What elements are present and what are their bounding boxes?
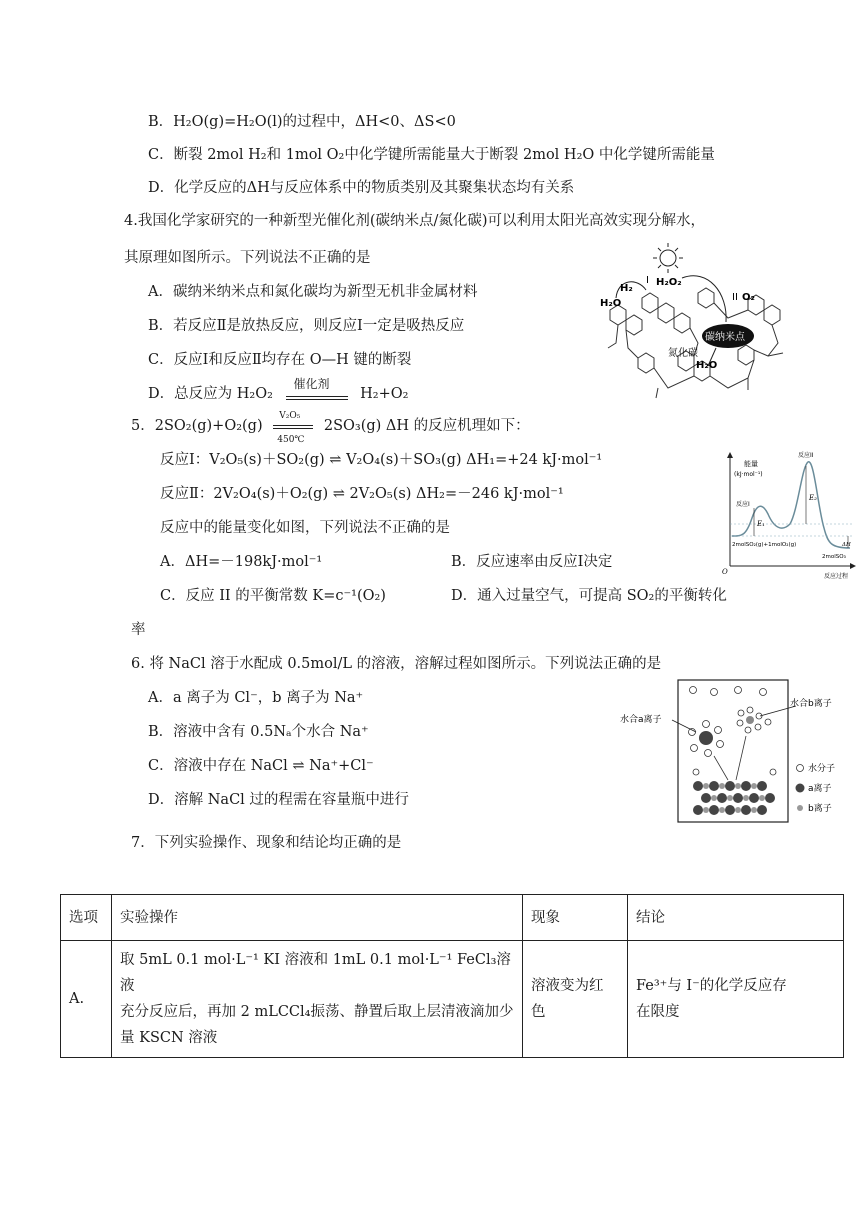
water-molecules <box>690 687 777 776</box>
hydrated-b-label: 水合b离子 <box>790 699 832 709</box>
row-a-operation-line1: 取 5mL 0.1 mol·L⁻¹ KI 溶液和 1mL 0.1 mol·L⁻¹ FeCl₃溶液 <box>120 952 511 994</box>
row-a-conclusion-line1: Fe³⁺与 I⁻的化学反应存 <box>636 978 787 994</box>
q5-option-a: A．ΔH=－198kJ·mol⁻¹ <box>160 554 323 570</box>
y-label-energy: 能量 <box>744 460 758 468</box>
q5-catalyst-top: V₂O₅ <box>279 411 301 421</box>
q6-option-b: B．溶液中含有 0.5Nₐ个水合 Na⁺ <box>148 724 369 740</box>
q6-option-d: D．溶解 NaCl 过的程需在容量瓶中进行 <box>148 792 409 808</box>
q4-option-d-reactant: D．总反应为 H₂O₂ <box>148 386 273 402</box>
q6-dissolution-figure <box>618 676 848 826</box>
q4-catalyst-label: 催化剂 <box>293 377 330 391</box>
q5-reactants: 5．2SO₂(g)+O₂(g) <box>131 418 263 434</box>
y-label-unit: (kJ·mol⁻¹) <box>734 471 763 478</box>
peak-2-label: 反应II <box>798 452 814 459</box>
x-label: 反应过程 <box>824 573 849 580</box>
q4-photocatalyst-figure <box>598 238 798 408</box>
header-phenomenon: 现象 <box>523 895 628 941</box>
q5-option-d: D．通入过量空气，可提高 SO₂的平衡转化 <box>451 588 727 604</box>
q5-option-d-continued: 率 <box>131 622 146 638</box>
q4-option-c: C．反应Ⅰ和反应Ⅱ均存在 O—H 键的断裂 <box>148 352 412 368</box>
q5-arrow-lines <box>273 425 313 429</box>
e1-label: E₁ <box>757 520 765 528</box>
q6-option-a: A．a 离子为 Cl⁻，b 离子为 Na⁺ <box>148 690 364 706</box>
carbon-dot-label: 碳纳米点 <box>705 332 745 343</box>
header-operation: 实验操作 <box>112 895 523 941</box>
legend <box>796 762 836 814</box>
q3-option-c: C．断裂 2mol H₂和 1mol O₂中化学键所需能量大于断裂 2mol H₂O 中化学键所需能量 <box>148 147 715 163</box>
label-i: I <box>646 275 649 286</box>
q7-stem: 7．下列实验操作、现象和结论均正确的是 <box>131 835 402 851</box>
origin-label: O <box>722 568 728 576</box>
q3-option-b: B．H₂O(g)=H₂O(l)的过程中，ΔH<0、ΔS<0 <box>148 114 456 130</box>
label-h2o-out: H₂O <box>696 360 718 371</box>
q4-option-d <box>148 377 409 404</box>
sun-icon <box>653 243 683 273</box>
table-header-row <box>61 895 844 941</box>
legend-a-icon <box>796 784 805 793</box>
q7-table <box>60 894 844 1058</box>
q6-stem: 6. 将 NaCl 溶于水配成 0.5mol/L 的溶液，溶解过程如图所示。下列说法正确的是 <box>131 656 662 672</box>
table-row <box>61 941 844 1058</box>
q5-catalyst-arrow <box>273 411 313 445</box>
q5-products: 2SO₃(g) ΔH 的反应机理如下： <box>323 418 530 434</box>
carbon-nitride-label: 氮化碳 <box>668 348 698 359</box>
q5-reaction-1: 反应Ⅰ：V₂O₅(s)＋SO₂(g) ⇌ V₂O₄(s)＋SO₃(g) ΔH₁=+24 kJ·mol⁻¹ <box>160 452 603 468</box>
row-a-option: A. <box>61 941 112 1058</box>
q5-option-b: B．反应速率由反应Ⅰ决定 <box>451 554 613 570</box>
reaction-ii-arrow <box>682 276 726 322</box>
row-a-phenomenon <box>523 941 628 1058</box>
q4-double-line <box>286 396 348 400</box>
label-h2o2: H₂O₂ <box>656 277 682 288</box>
q5-catalyst-bottom: 450℃ <box>277 435 305 445</box>
legend-water-icon <box>797 765 804 772</box>
row-a-phenomenon-line1: 溶液变为红 <box>531 978 604 994</box>
hydrated-b-ion <box>737 707 762 733</box>
y-axis-arrowhead <box>727 452 733 458</box>
row-a-conclusion-line2: 在限度 <box>636 1004 680 1020</box>
legend-b-label: b离子 <box>808 804 832 814</box>
label-h2o-in: H₂O <box>600 298 622 309</box>
pointer-a <box>672 720 696 732</box>
label-h2: H₂ <box>620 283 633 294</box>
row-a-phenomenon-line2: 色 <box>531 1004 546 1020</box>
header-option: 选项 <box>61 895 112 941</box>
q5-energy-diagram <box>712 448 857 580</box>
q4-stem-line1: 4.我国化学家研究的一种新型光催化剂(碳纳米点/氮化碳)可以利用太阳光高效实现分解水， <box>124 213 706 229</box>
q5-reaction-2: 反应Ⅱ：2V₂O₄(s)＋O₂(g) ⇌ 2V₂O₅(s) ΔH₂=－246 kJ·mol⁻¹ <box>160 486 564 502</box>
row-a-operation-line2: 充分反应后，再加 2 mLCCl₄振荡、静置后取上层清液滴加少 <box>120 1004 514 1020</box>
q4-option-b: B．若反应Ⅱ是放热反应，则反应Ⅰ一定是吸热反应 <box>148 318 465 334</box>
carbon-nitride-network <box>608 288 783 398</box>
q3-option-d: D．化学反应的ΔH与反应体系中的物质类别及其聚集状态均有关系 <box>148 180 575 196</box>
legend-b-icon <box>797 805 803 811</box>
q5-option-c: C．反应 II 的平衡常数 K=c⁻¹(O₂) <box>160 588 386 604</box>
nacl-crystal <box>693 781 775 815</box>
label-o2: O₂ <box>742 292 755 303</box>
peak-1-label: 反应I <box>736 501 750 508</box>
end-label: 2molSO₃ <box>822 554 846 560</box>
hydrated-a-label: 水合a离子 <box>620 715 662 725</box>
q4-stem-line2: 其原理如图所示。下列说法不正确的是 <box>124 250 371 266</box>
dh-label: ΔH <box>842 542 851 548</box>
legend-water-label: 水分子 <box>808 764 836 774</box>
q6-option-c: C．溶液中存在 NaCl ⇌ Na⁺+Cl⁻ <box>148 758 374 774</box>
q4-option-d-products: H₂+O₂ <box>360 386 409 402</box>
x-axis-arrowhead <box>850 563 856 569</box>
q5-stem <box>131 411 530 445</box>
q5-note: 反应中的能量变化如图，下列说法不正确的是 <box>160 520 450 536</box>
row-a-operation <box>112 941 523 1058</box>
e2-label: E₂ <box>809 494 817 502</box>
row-a-conclusion <box>628 941 844 1058</box>
q4-option-a: A．碳纳米纳米点和氮化碳均为新型无机非金属材料 <box>148 284 478 300</box>
start-label: 2molSO₂(g)+1molO₂(g) <box>732 542 797 548</box>
legend-a-label: a离子 <box>808 784 832 794</box>
row-a-operation-line3: 量 KSCN 溶液 <box>120 1030 218 1046</box>
header-conclusion: 结论 <box>628 895 844 941</box>
hydrated-a-ion <box>689 721 724 757</box>
label-ii: II <box>732 292 738 303</box>
q4-catalyst-arrow <box>286 377 348 404</box>
